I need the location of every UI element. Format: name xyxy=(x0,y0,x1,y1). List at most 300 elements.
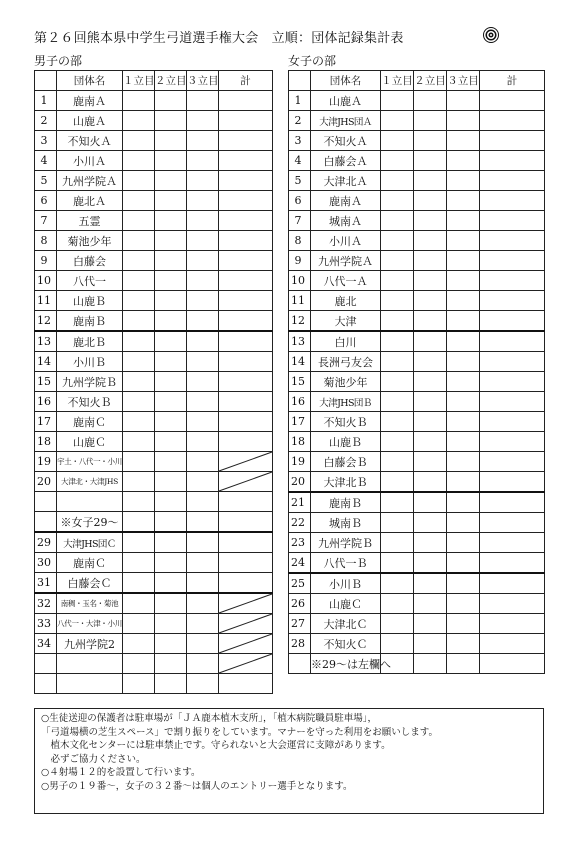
score-cell xyxy=(187,412,219,432)
score-cell xyxy=(187,614,219,634)
total-cell xyxy=(219,331,273,352)
total-cell xyxy=(480,594,545,614)
female-header-3: ２立目 xyxy=(414,71,447,91)
team-number: 28 xyxy=(289,634,311,654)
total-cell xyxy=(480,472,545,493)
score-cell xyxy=(123,91,155,111)
total-cell xyxy=(480,573,545,594)
score-cell xyxy=(123,372,155,392)
table-row xyxy=(35,392,273,412)
table-row xyxy=(35,674,273,694)
score-cell xyxy=(155,573,187,594)
score-cell xyxy=(123,352,155,372)
score-cell xyxy=(414,271,447,291)
slash-mark xyxy=(219,654,272,673)
male-section-label: 男子の部 xyxy=(34,54,83,68)
table-row xyxy=(289,91,545,111)
score-cell xyxy=(187,191,219,211)
score-cell xyxy=(187,654,219,674)
team-number: 2 xyxy=(35,111,57,131)
score-cell xyxy=(447,352,480,372)
score-cell xyxy=(447,151,480,171)
team-number: 3 xyxy=(289,131,311,151)
table-row xyxy=(289,291,545,311)
team-name: 大津北Ｃ xyxy=(311,614,381,634)
team-number: 29 xyxy=(35,532,57,553)
team-number: 6 xyxy=(35,191,57,211)
team-name: 城南Ａ xyxy=(311,211,381,231)
team-name: 大津北Ａ xyxy=(311,171,381,191)
score-cell xyxy=(447,291,480,311)
team-name: 八代一Ａ xyxy=(311,271,381,291)
score-cell xyxy=(381,331,414,352)
team-name: 鹿南Ｃ xyxy=(57,553,123,573)
score-cell xyxy=(187,251,219,271)
table-row xyxy=(289,211,545,231)
team-number: 24 xyxy=(289,553,311,574)
score-cell xyxy=(123,553,155,573)
score-cell xyxy=(381,634,414,654)
score-cell xyxy=(381,452,414,472)
team-number: 27 xyxy=(289,614,311,634)
score-cell xyxy=(123,231,155,251)
team-name: 小川Ｂ xyxy=(57,352,123,372)
team-name: 八代一・大津・小川 xyxy=(57,614,123,634)
score-cell xyxy=(155,674,187,694)
score-cell xyxy=(414,392,447,412)
total-cell xyxy=(219,91,273,111)
table-row xyxy=(289,594,545,614)
table-row xyxy=(289,533,545,553)
team-name: 鹿南Ｂ xyxy=(57,311,123,332)
score-cell xyxy=(123,111,155,131)
score-cell xyxy=(123,412,155,432)
score-cell xyxy=(447,91,480,111)
score-cell xyxy=(414,492,447,513)
score-cell xyxy=(187,432,219,452)
score-cell xyxy=(447,111,480,131)
score-cell xyxy=(381,533,414,553)
team-name: 山鹿Ｃ xyxy=(57,432,123,452)
slash-mark xyxy=(219,452,272,471)
score-cell xyxy=(187,472,219,492)
total-cell xyxy=(480,654,545,674)
total-cell xyxy=(480,271,545,291)
team-name: 鹿南Ａ xyxy=(311,191,381,211)
score-cell xyxy=(155,634,187,654)
team-name: 九州学院Ｂ xyxy=(57,372,123,392)
score-cell xyxy=(381,472,414,493)
total-cell xyxy=(219,271,273,291)
total-cell xyxy=(219,372,273,392)
team-number: 8 xyxy=(289,231,311,251)
total-cell xyxy=(480,331,545,352)
male-header-2: １立目 xyxy=(123,71,155,91)
score-cell xyxy=(447,372,480,392)
team-number: 34 xyxy=(35,634,57,654)
table-row xyxy=(35,111,273,131)
team-number: 6 xyxy=(289,191,311,211)
score-cell xyxy=(187,271,219,291)
team-name: 五霊 xyxy=(57,211,123,231)
score-cell xyxy=(447,634,480,654)
score-cell xyxy=(447,432,480,452)
team-name: 鹿南Ａ xyxy=(57,91,123,111)
score-cell xyxy=(155,311,187,332)
note-line: 「弓道場横の芝生スペース」で割り振りをしています。マナーを守った利用をお願いします。 xyxy=(41,726,439,738)
score-cell xyxy=(155,151,187,171)
score-cell xyxy=(414,211,447,231)
score-cell xyxy=(123,291,155,311)
team-number: 19 xyxy=(289,452,311,472)
table-row xyxy=(35,171,273,191)
team-name: 鹿北 xyxy=(311,291,381,311)
score-cell xyxy=(381,251,414,271)
team-number xyxy=(35,512,57,533)
team-number: 3 xyxy=(35,131,57,151)
table-row xyxy=(35,532,273,553)
score-cell xyxy=(414,553,447,574)
total-cell xyxy=(219,614,273,634)
team-name: 小川Ｂ xyxy=(311,573,381,594)
score-cell xyxy=(187,392,219,412)
table-row xyxy=(35,231,273,251)
notes-box xyxy=(34,708,544,814)
total-cell xyxy=(219,553,273,573)
total-cell xyxy=(480,392,545,412)
score-cell xyxy=(414,352,447,372)
total-cell xyxy=(480,131,545,151)
team-name: 鹿北Ａ xyxy=(57,191,123,211)
score-cell xyxy=(187,291,219,311)
female-header-4: ３立目 xyxy=(447,71,480,91)
total-cell xyxy=(480,291,545,311)
score-cell xyxy=(447,533,480,553)
slash-mark xyxy=(219,472,272,491)
team-number xyxy=(35,674,57,694)
score-cell xyxy=(414,231,447,251)
team-name: ※29～は左欄へ xyxy=(311,654,381,674)
score-cell xyxy=(155,251,187,271)
team-name: 大津 xyxy=(311,311,381,332)
page-title: 第２６回熊本県中学生弓道選手権大会 立順：団体記録集計表 xyxy=(34,31,404,46)
score-cell xyxy=(155,271,187,291)
table-row xyxy=(35,291,273,311)
team-number xyxy=(35,654,57,674)
score-cell xyxy=(414,634,447,654)
note-line: ○生徒送迎の保護者は駐車場が「ＪＡ鹿本植木支所」，「植木病院職員駐車場」， xyxy=(41,713,378,724)
total-cell xyxy=(219,111,273,131)
score-cell xyxy=(123,211,155,231)
total-cell xyxy=(219,191,273,211)
team-number: 15 xyxy=(35,372,57,392)
table-row xyxy=(289,513,545,533)
score-cell xyxy=(123,271,155,291)
team-name: 山鹿Ａ xyxy=(57,111,123,131)
team-number: 16 xyxy=(289,392,311,412)
table-row xyxy=(289,492,545,513)
score-cell xyxy=(414,533,447,553)
team-number: 23 xyxy=(289,533,311,553)
score-cell xyxy=(123,634,155,654)
score-cell xyxy=(381,171,414,191)
total-cell xyxy=(219,352,273,372)
score-cell xyxy=(447,654,480,674)
score-cell xyxy=(414,191,447,211)
team-number: 4 xyxy=(35,151,57,171)
score-cell xyxy=(155,412,187,432)
table-row xyxy=(289,573,545,594)
score-cell xyxy=(447,614,480,634)
team-name: 城南Ｂ xyxy=(311,513,381,533)
score-cell xyxy=(187,593,219,614)
score-cell xyxy=(381,231,414,251)
score-cell xyxy=(414,513,447,533)
score-cell xyxy=(123,151,155,171)
score-cell xyxy=(187,532,219,553)
score-cell xyxy=(447,331,480,352)
score-cell xyxy=(123,392,155,412)
score-cell xyxy=(187,553,219,573)
score-cell xyxy=(447,191,480,211)
team-number: 11 xyxy=(289,291,311,311)
total-cell xyxy=(480,432,545,452)
total-cell xyxy=(480,251,545,271)
score-cell xyxy=(123,532,155,553)
score-cell xyxy=(155,392,187,412)
table-row xyxy=(35,311,273,332)
table-row xyxy=(35,614,273,634)
team-number: 7 xyxy=(35,211,57,231)
score-cell xyxy=(123,492,155,512)
score-cell xyxy=(447,392,480,412)
score-cell xyxy=(123,131,155,151)
score-cell xyxy=(381,614,414,634)
team-number: 4 xyxy=(289,151,311,171)
team-name: 小川Ａ xyxy=(311,231,381,251)
score-cell xyxy=(381,573,414,594)
score-cell xyxy=(123,593,155,614)
team-number: 11 xyxy=(35,291,57,311)
total-cell xyxy=(219,593,273,614)
female-header-2: １立目 xyxy=(381,71,414,91)
score-cell xyxy=(381,91,414,111)
total-cell xyxy=(480,191,545,211)
team-number: 20 xyxy=(35,472,57,492)
score-cell xyxy=(414,131,447,151)
team-name: ※女子29～ xyxy=(57,512,123,533)
team-number: 20 xyxy=(289,472,311,493)
table-row xyxy=(289,331,545,352)
team-name: 山鹿Ａ xyxy=(311,91,381,111)
score-cell xyxy=(414,291,447,311)
score-cell xyxy=(187,311,219,332)
score-cell xyxy=(381,513,414,533)
table-row xyxy=(35,654,273,674)
score-cell xyxy=(447,594,480,614)
score-cell xyxy=(447,553,480,574)
table-row xyxy=(289,131,545,151)
score-cell xyxy=(155,111,187,131)
score-cell xyxy=(414,111,447,131)
team-name: 不知火Ｃ xyxy=(311,634,381,654)
total-cell xyxy=(480,311,545,332)
team-number: 19 xyxy=(35,452,57,472)
team-name: 九州学院Ｂ xyxy=(311,533,381,553)
score-cell xyxy=(447,452,480,472)
total-cell xyxy=(480,533,545,553)
team-number: 14 xyxy=(35,352,57,372)
team-number: 7 xyxy=(289,211,311,231)
team-name: 不知火Ａ xyxy=(57,131,123,151)
score-cell xyxy=(187,512,219,533)
team-name: 大津北Ｂ xyxy=(311,472,381,493)
total-cell xyxy=(219,452,273,472)
team-number: 2 xyxy=(289,111,311,131)
score-cell xyxy=(155,352,187,372)
total-cell xyxy=(480,492,545,513)
score-cell xyxy=(187,452,219,472)
score-cell xyxy=(187,91,219,111)
table-row xyxy=(289,311,545,332)
total-cell xyxy=(480,352,545,372)
score-cell xyxy=(123,614,155,634)
score-cell xyxy=(187,573,219,594)
score-cell xyxy=(414,614,447,634)
total-cell xyxy=(480,211,545,231)
team-name: 白藤会Ｃ xyxy=(57,573,123,594)
team-number: 26 xyxy=(289,594,311,614)
total-cell xyxy=(219,231,273,251)
total-cell xyxy=(219,131,273,151)
table-row xyxy=(35,191,273,211)
score-cell xyxy=(414,91,447,111)
score-cell xyxy=(447,211,480,231)
table-row xyxy=(35,211,273,231)
score-cell xyxy=(381,211,414,231)
score-cell xyxy=(123,191,155,211)
score-cell xyxy=(381,492,414,513)
score-cell xyxy=(187,331,219,352)
total-cell xyxy=(480,111,545,131)
table-row xyxy=(289,151,545,171)
score-cell xyxy=(414,573,447,594)
score-cell xyxy=(381,392,414,412)
total-cell xyxy=(219,311,273,332)
team-name: 鹿北Ｂ xyxy=(57,331,123,352)
score-cell xyxy=(155,211,187,231)
score-cell xyxy=(187,151,219,171)
total-cell xyxy=(480,231,545,251)
score-cell xyxy=(155,432,187,452)
slash-mark xyxy=(219,594,272,613)
score-cell xyxy=(155,452,187,472)
score-cell xyxy=(447,171,480,191)
score-cell xyxy=(414,594,447,614)
score-cell xyxy=(414,311,447,332)
team-name: 白藤会Ａ xyxy=(311,151,381,171)
table-row xyxy=(289,171,545,191)
score-cell xyxy=(381,432,414,452)
female-header-5: 計 xyxy=(480,71,545,91)
table-row xyxy=(289,392,545,412)
team-name: 大津JHS団Ｂ xyxy=(311,392,381,412)
score-cell xyxy=(123,573,155,594)
team-number: 22 xyxy=(289,513,311,533)
team-number: 1 xyxy=(35,91,57,111)
table-row xyxy=(35,472,273,492)
score-cell xyxy=(447,573,480,594)
team-name: 大津北・大津JHS xyxy=(57,472,123,492)
score-cell xyxy=(155,614,187,634)
score-cell xyxy=(155,532,187,553)
team-name: 不知火Ｂ xyxy=(311,412,381,432)
team-name: 白藤会Ｂ xyxy=(311,452,381,472)
team-name xyxy=(57,654,123,674)
team-number: 13 xyxy=(35,331,57,352)
score-cell xyxy=(155,512,187,533)
team-name: 不知火Ａ xyxy=(311,131,381,151)
score-cell xyxy=(447,131,480,151)
score-cell xyxy=(381,271,414,291)
table-row xyxy=(289,271,545,291)
score-cell xyxy=(123,171,155,191)
team-name: 山鹿Ｂ xyxy=(57,291,123,311)
score-cell xyxy=(155,291,187,311)
score-cell xyxy=(155,553,187,573)
team-number: 5 xyxy=(35,171,57,191)
total-cell xyxy=(219,654,273,674)
team-name: 小川Ａ xyxy=(57,151,123,171)
score-cell xyxy=(155,492,187,512)
team-number: 17 xyxy=(35,412,57,432)
total-cell xyxy=(219,211,273,231)
score-cell xyxy=(414,331,447,352)
team-number xyxy=(289,654,311,674)
score-cell xyxy=(381,151,414,171)
total-cell xyxy=(219,472,273,492)
note-line: 必ずご協力ください。 xyxy=(41,753,146,765)
table-row xyxy=(289,372,545,392)
score-cell xyxy=(187,352,219,372)
score-cell xyxy=(187,674,219,694)
table-row xyxy=(35,553,273,573)
team-name: 宇土・八代一・小川 xyxy=(57,452,123,472)
team-name xyxy=(57,492,123,512)
score-cell xyxy=(123,251,155,271)
team-number: 16 xyxy=(35,392,57,412)
note-line: ○男子の１９番～，女子の３２番～は個人のエントリー選手となります。 xyxy=(41,780,353,792)
team-name: 八代一Ｂ xyxy=(311,553,381,574)
table-row xyxy=(289,553,545,574)
team-number: 5 xyxy=(289,171,311,191)
score-cell xyxy=(414,452,447,472)
table-row xyxy=(35,91,273,111)
total-cell xyxy=(480,452,545,472)
score-cell xyxy=(187,171,219,191)
score-cell xyxy=(187,111,219,131)
team-number: 10 xyxy=(289,271,311,291)
team-number: 25 xyxy=(289,573,311,594)
table-row xyxy=(289,111,545,131)
score-cell xyxy=(123,311,155,332)
total-cell xyxy=(480,372,545,392)
total-cell xyxy=(219,171,273,191)
score-cell xyxy=(414,654,447,674)
score-cell xyxy=(155,231,187,251)
team-number: 14 xyxy=(289,352,311,372)
table-row xyxy=(289,352,545,372)
